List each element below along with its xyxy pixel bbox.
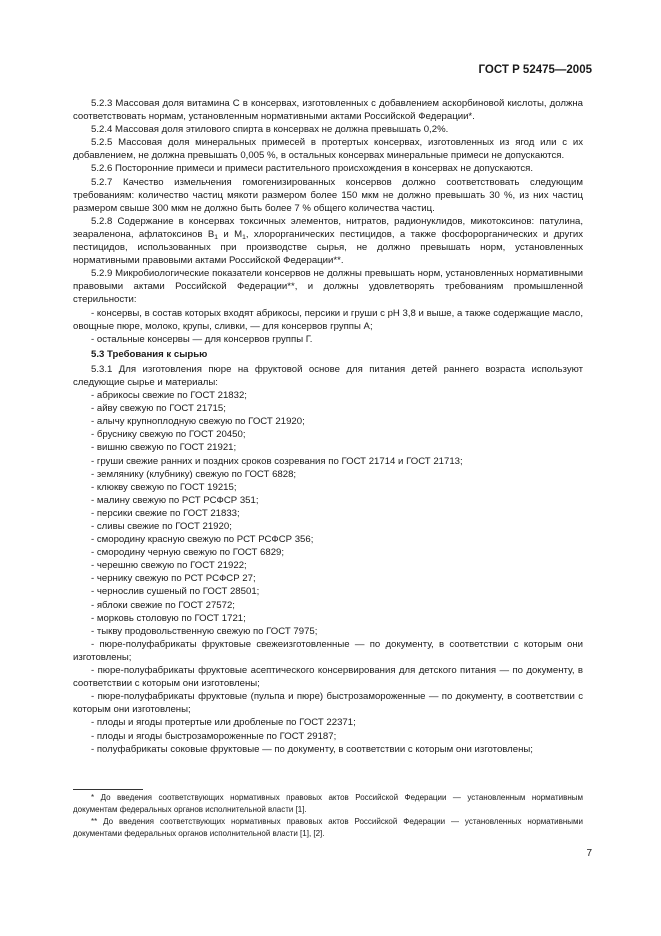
list-item: - полуфабрикаты соковые фруктовые — по документу, в соответствии с которым они изготовлены; (91, 743, 533, 755)
list-item: - чернику свежую по РСТ РСФСР 27; (91, 573, 256, 585)
page-number: 7 (586, 848, 592, 859)
paragraph-5-2-3: 5.2.3 Массовая доля витамина С в консервах, изготовленных с добавлением аскорбиновой кислоты, должна соответствовать нормам, установленным нормативными актами Российской Федерации*. (73, 98, 583, 123)
list-item: - черешню свежую по ГОСТ 21922; (91, 560, 247, 572)
paragraph-5-2-8: 5.2.8 Содержание в консервах токсичных элементов, нитратов, радионуклидов, микотоксинов: патулина, зеараленона, афлатоксинов $B_1$ и $M_1$, хлорорганических пестицидов, а также фосфорорганических и других пестицидов, использованных при производстве сырья, не должно превышать норм, установленных нормативными правовыми актами Российской Федерации**. (73, 215, 583, 267)
list-item: - тыкву продовольственную свежую по ГОСТ 7975; (91, 625, 318, 637)
footnote-divider (73, 789, 143, 790)
list-item: - смородину черную свежую по ГОСТ 6829; (91, 547, 285, 559)
list-item: - чернослив сушеный по ГОСТ 28501; (91, 586, 260, 598)
list-item: - землянику (клубнику) свежую по ГОСТ 6828; (91, 468, 297, 480)
footnote-2: ** До введения соответствующих нормативных правовых актов Российской Федерации — установленных нормативными документами федеральных органов исполнительной власти [1], [2]. (73, 817, 583, 838)
list-item: - остальные консервы — для консервов группы Г. (91, 333, 313, 345)
paragraph-5-3-1: 5.3.1 Для изготовления пюре на фруктовой основе для питания детей раннего возраста используют следующие сырье и материалы: (73, 363, 583, 388)
document-header: ГОСТ Р 52475—2005 (478, 64, 592, 76)
list-item: - плоды и ягоды быстрозамороженные по ГОСТ 29187; (91, 730, 337, 742)
section-title-5-3: 5.3 Требования к сырью (91, 348, 208, 360)
list-item: - персики свежие по ГОСТ 21833; (91, 507, 240, 519)
list-item: - клюкву свежую по ГОСТ 19215; (91, 481, 237, 493)
paragraph-5-2-4: 5.2.4 Массовая доля этилового спирта в консервах не должна превышать 0,2%. (91, 124, 449, 136)
list-item: - яблоки свежие по ГОСТ 27572; (91, 599, 235, 611)
list-item: - морковь столовую по ГОСТ 1721; (91, 612, 246, 624)
list-item: - абрикосы свежие по ГОСТ 21832; (91, 390, 247, 402)
page-body (73, 97, 583, 756)
list-item: - груши свежие ранних и поздних сроков созревания по ГОСТ 21714 и ГОСТ 21713; (91, 455, 463, 467)
list-item: - смородину красную свежую по РСТ РСФСР 356; (91, 534, 314, 546)
list-item: - пюре-полуфабрикаты фруктовые асептического консервирования для детского питания — по документу, в соответствии с которым они изготовлены; (73, 665, 583, 690)
list-item: - вишню свежую по ГОСТ 21921; (91, 442, 237, 454)
paragraph-5-2-7: 5.2.7 Качество измельчения гомогенизированных консервов должно соответствовать следующим требованиям: количество частиц мякоти размером более 150 мкм не должно превышать 30 %, из них частиц размером свыше 300 мкм не должно быть более 7 % общего количества частиц. (73, 176, 583, 214)
footnotes (73, 792, 583, 840)
paragraph-5-2-5: 5.2.5 Массовая доля минеральных примесей в протертых консервах, изготовленных из ягод или с их добавлением, не должна превышать 0,005 %, в остальных консервах минеральные примеси не допускаются. (73, 137, 583, 162)
list-item: - сливы свежие по ГОСТ 21920; (91, 521, 232, 532)
list-item: - айву свежую по ГОСТ 21715; (91, 403, 226, 415)
paragraph-5-2-6: 5.2.6 Посторонние примеси и примеси растительного происхождения в консервах не допускаются. (91, 163, 533, 175)
paragraph-5-2-9: 5.2.9 Микробиологические показатели консервов не должны превышать норм, установленных нормативными правовыми актами Российской Федерации**, и должны удовлетворять требованиям промышленной стерильности: (73, 268, 583, 306)
list-item: - малину свежую по РСТ РСФСР 351; (91, 494, 259, 506)
list-item: - алычу крупноплодную свежую по ГОСТ 21920; (91, 416, 305, 428)
list-item: - бруснику свежую по ГОСТ 20450; (91, 429, 246, 441)
list-item: - пюре-полуфабрикаты фруктовые (пульпа и пюре) быстрозамороженные — по документу, в соответствии с которым они изготовлены; (73, 691, 583, 716)
raw-materials-list (73, 389, 583, 756)
list-item: - плоды и ягоды протертые или дробленые по ГОСТ 22371; (91, 717, 356, 729)
footnote-1: * До введения соответствующих нормативных правовых актов Российской Федерации — установленным нормативным документам федеральных органов исполнительной власти [1]. (73, 793, 583, 814)
list-item: - консервы, в состав которых входят абрикосы, персики и груши с pH 3,8 и выше, а также содержащие масло, овощные пюре, молоко, крупы, сливки, — для консервов группы А; (73, 307, 583, 332)
list-item: - пюре-полуфабрикаты фруктовые свежеизготовленные — по документу, в соответствии с которым они изготовлены; (73, 638, 583, 663)
